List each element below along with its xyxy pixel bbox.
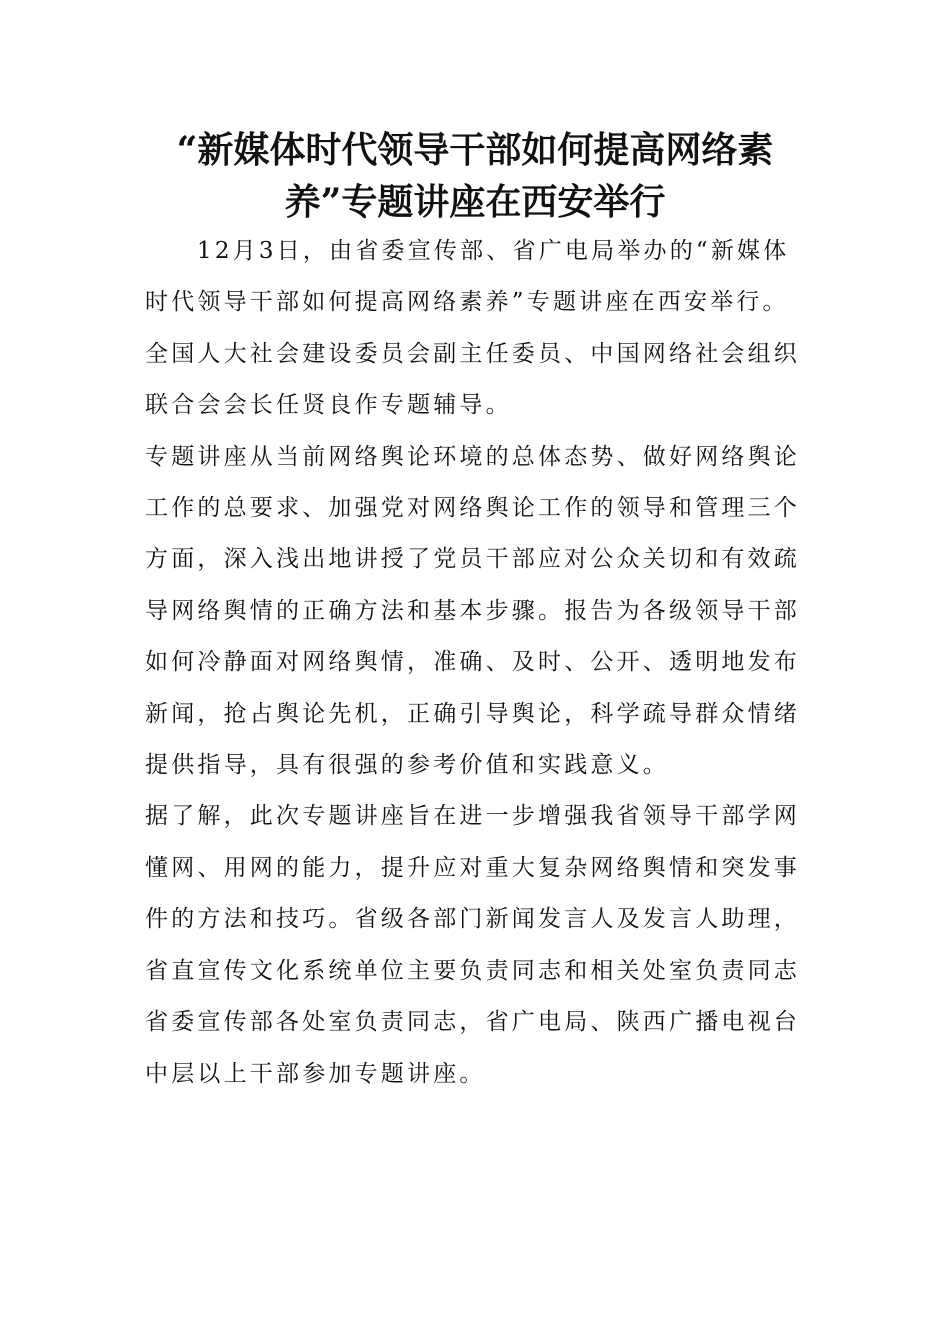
paragraph-1: 12月3日，由省委宣传部、省广电局举办的“新媒体时代领导干部如何提高网络素养”专题讲座在西安举行。全国人大社会建设委员会副主任委员、中国网络社会组织联合会会长任贤良作专题辅导。 bbox=[145, 238, 800, 419]
paragraph-2: 专题讲座从当前网络舆论环境的总体态势、做好网络舆论工作的总要求、加强党对网络舆论工作的领导和管理三个方面，深入浅出地讲授了党员干部应对公众关切和有效疏导网络舆情的正确方法和基本步骤。报告为各级领导干部如何冷静面对网络舆情，准确、及时、公开、透明地发布新闻，抢占舆论先机，正确引导舆论，科学疏导群众情绪提供指导，具有很强的参考价值和实践意义。 bbox=[145, 443, 800, 779]
document-title: “新媒体时代领导干部如何提高网络素养”专题讲座在西安举行 bbox=[176, 129, 774, 223]
document-body bbox=[145, 226, 810, 1100]
paragraph-3: 据了解，此次专题讲座旨在进一步增强我省领导干部学网懂网、用网的能力，提升应对重大复杂网络舆情和突发事件的方法和技巧。省级各部门新闻发言人及发言人助理，省直宣传文化系统单位主要负责同志和相关处室负责同志省委宣传部各处室负责同志，省广电局、陕西广播电视台中层以上干部参加专题讲座。 bbox=[145, 803, 800, 1087]
